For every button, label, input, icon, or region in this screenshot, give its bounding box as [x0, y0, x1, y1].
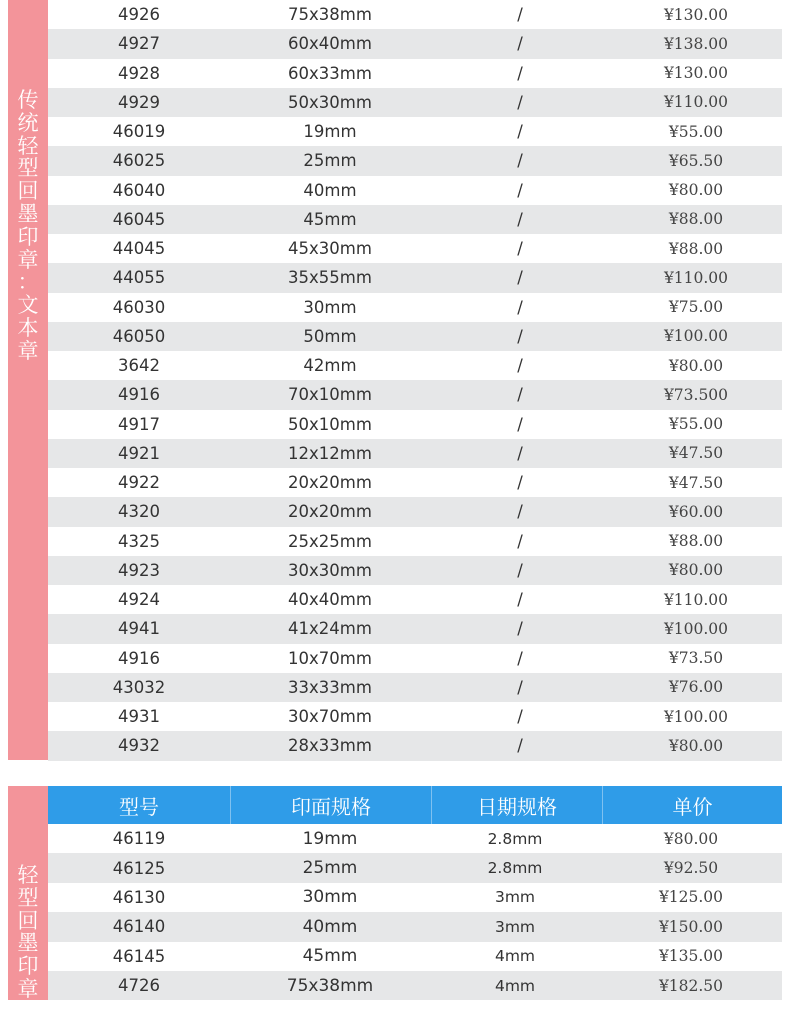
cell-date-size: /	[517, 443, 523, 463]
cell-price: ¥88.00	[668, 239, 724, 258]
cell-date-size: /	[517, 648, 523, 668]
cell-date-size: /	[517, 473, 523, 493]
cell-face-size: 42mm	[303, 356, 357, 376]
section-sidebar	[8, 0, 48, 760]
cell-price: ¥55.00	[668, 415, 724, 434]
cell-date-size: /	[517, 151, 523, 171]
table-row	[48, 234, 782, 263]
cell-face-size: 60x33mm	[288, 63, 372, 83]
cell-date-size: /	[517, 34, 523, 54]
cell-face-size: 70x10mm	[288, 385, 372, 405]
table-row	[48, 59, 782, 88]
table-row	[48, 439, 782, 468]
cell-price: ¥110.00	[663, 93, 729, 112]
table-row	[48, 468, 782, 497]
cell-date-size: 4mm	[494, 976, 536, 995]
section-sidebar-label: 传 统 轻 型 回 墨 印 章 ： 文 本 章	[17, 88, 39, 363]
cell-face-size: 40x40mm	[288, 590, 372, 610]
table-row	[48, 585, 782, 614]
price-table-section-traditional	[8, 0, 782, 760]
cell-face-size: 30x70mm	[288, 707, 372, 727]
table-row	[48, 673, 782, 702]
cell-model: 4926	[118, 5, 160, 25]
cell-face-size: 19mm	[303, 122, 357, 142]
cell-model: 44055	[112, 268, 166, 288]
cell-date-size: /	[517, 590, 523, 610]
cell-date-size: /	[517, 502, 523, 522]
table-body	[48, 824, 782, 1000]
section-sidebar-label: 轻 型 回 墨 印 章 ：	[17, 863, 39, 1024]
cell-model: 4927	[118, 34, 160, 54]
cell-date-size: /	[517, 209, 523, 229]
table-row	[48, 205, 782, 234]
cell-date-size: /	[517, 180, 523, 200]
cell-model: 46130	[112, 887, 166, 907]
cell-date-size: 3mm	[494, 917, 536, 936]
table-row	[48, 146, 782, 175]
cell-face-size: 75x38mm	[286, 975, 374, 996]
cell-price: ¥80.00	[668, 561, 724, 580]
cell-price: ¥76.00	[668, 678, 724, 697]
cell-face-size: 30mm	[302, 887, 358, 908]
table-row	[48, 731, 782, 760]
cell-price: ¥88.00	[668, 532, 724, 551]
cell-model: 46025	[112, 151, 166, 171]
cell-price: ¥150.00	[658, 917, 724, 936]
cell-model: 44045	[112, 239, 166, 259]
cell-model: 43032	[112, 677, 166, 697]
cell-model: 46145	[112, 946, 166, 966]
table-row	[48, 88, 782, 117]
table-row	[48, 176, 782, 205]
header-price: 单价	[672, 794, 713, 819]
table-row	[48, 0, 782, 29]
cell-price: ¥100.00	[663, 327, 729, 346]
price-table	[48, 786, 782, 1000]
cell-date-size: 2.8mm	[487, 859, 543, 878]
table-row	[48, 644, 782, 673]
cell-price: ¥135.00	[658, 947, 724, 966]
cell-model: 4921	[118, 443, 160, 463]
table-row	[48, 380, 782, 409]
header-face-size: 印面规格	[231, 786, 432, 824]
cell-model: 46125	[112, 858, 166, 878]
cell-price: ¥80.00	[668, 356, 724, 375]
cell-face-size: 45x30mm	[288, 239, 372, 259]
table-row	[48, 263, 782, 292]
cell-face-size: 40mm	[302, 916, 358, 937]
cell-price: ¥100.00	[663, 707, 729, 726]
table-row	[48, 853, 782, 882]
header-model: 型号	[48, 786, 231, 824]
cell-price: ¥110.00	[663, 268, 729, 287]
cell-date-size: /	[517, 326, 523, 346]
header-date-size: 日期规格	[432, 786, 603, 824]
table-row	[48, 912, 782, 941]
cell-model: 46119	[112, 829, 166, 849]
cell-price: ¥88.00	[668, 210, 724, 229]
table-row	[48, 614, 782, 643]
cell-face-size: 60x40mm	[288, 34, 372, 54]
cell-date-size: /	[517, 707, 523, 727]
cell-date-size: /	[517, 297, 523, 317]
cell-price: ¥80.00	[668, 181, 724, 200]
price-table	[48, 0, 782, 761]
cell-date-size: /	[517, 268, 523, 288]
cell-model: 46040	[112, 180, 166, 200]
table-row	[48, 702, 782, 731]
cell-face-size: 12x12mm	[288, 443, 372, 463]
cell-date-size: /	[517, 560, 523, 580]
table-row	[48, 942, 782, 971]
cell-face-size: 25x25mm	[288, 531, 372, 551]
cell-date-size: /	[517, 92, 523, 112]
cell-model: 46140	[112, 917, 166, 937]
cell-model: 4928	[118, 63, 160, 83]
cell-date-size: /	[517, 385, 523, 405]
cell-price: ¥125.00	[658, 888, 724, 907]
cell-date-size: /	[517, 122, 523, 142]
cell-price: ¥60.00	[668, 502, 724, 521]
cell-price: ¥75.00	[668, 298, 724, 317]
cell-face-size: 33x33mm	[288, 677, 372, 697]
cell-face-size: 50mm	[303, 326, 357, 346]
cell-model: 4325	[118, 531, 160, 551]
table-row	[48, 322, 782, 351]
table-row	[48, 497, 782, 526]
cell-price: ¥130.00	[663, 5, 729, 24]
cell-price: ¥92.50	[663, 859, 719, 878]
cell-face-size: 45mm	[303, 209, 357, 229]
cell-price: ¥138.00	[663, 34, 729, 53]
cell-face-size: 41x24mm	[288, 619, 372, 639]
cell-face-size: 25mm	[302, 858, 358, 879]
table-row	[48, 824, 782, 853]
table-row	[48, 293, 782, 322]
cell-price: ¥100.00	[663, 619, 729, 638]
cell-model: 4726	[118, 976, 160, 996]
cell-date-size: 2.8mm	[487, 829, 543, 848]
cell-date-size: /	[517, 356, 523, 376]
cell-model: 4941	[118, 619, 160, 639]
cell-face-size: 35x55mm	[288, 268, 372, 288]
cell-face-size: 28x33mm	[288, 736, 372, 756]
cell-face-size: 19mm	[302, 828, 358, 849]
cell-date-size: /	[517, 239, 523, 259]
table-row	[48, 883, 782, 912]
table-row	[48, 117, 782, 146]
cell-face-size: 40mm	[303, 180, 357, 200]
cell-model: 4320	[118, 502, 160, 522]
table-row	[48, 351, 782, 380]
cell-model: 4929	[118, 92, 160, 112]
cell-date-size: /	[517, 414, 523, 434]
cell-date-size: /	[517, 63, 523, 83]
cell-face-size: 20x20mm	[288, 502, 372, 522]
cell-date-size: 3mm	[494, 888, 536, 907]
cell-date-size: 4mm	[494, 947, 536, 966]
cell-model: 46019	[112, 122, 166, 142]
cell-model: 46045	[112, 209, 166, 229]
cell-date-size: /	[517, 736, 523, 756]
cell-date-size: /	[517, 531, 523, 551]
cell-price: ¥73.50	[668, 649, 724, 668]
cell-price: ¥73.500	[663, 385, 729, 404]
cell-price: ¥47.50	[668, 473, 724, 492]
cell-face-size: 25mm	[303, 151, 357, 171]
cell-price: ¥130.00	[663, 64, 729, 83]
section-sidebar	[8, 786, 48, 1024]
cell-price: ¥65.50	[668, 151, 724, 170]
table-row	[48, 556, 782, 585]
cell-face-size: 75x38mm	[288, 5, 372, 25]
cell-face-size: 50x30mm	[288, 92, 372, 112]
cell-face-size: 50x10mm	[288, 414, 372, 434]
table-row	[48, 29, 782, 58]
table-row	[48, 971, 782, 1000]
cell-date-size: /	[517, 5, 523, 25]
cell-model: 4924	[118, 590, 160, 610]
cell-model: 4917	[118, 414, 160, 434]
cell-model: 3642	[118, 356, 160, 376]
cell-model: 4932	[118, 736, 160, 756]
cell-date-size: /	[517, 677, 523, 697]
cell-face-size: 30mm	[303, 297, 357, 317]
cell-price: ¥182.50	[658, 976, 724, 995]
cell-date-size: /	[517, 619, 523, 639]
cell-price: ¥80.00	[668, 736, 724, 755]
table-header	[48, 786, 782, 824]
cell-price: ¥110.00	[663, 590, 729, 609]
cell-model: 4922	[118, 473, 160, 493]
table-row	[48, 527, 782, 556]
cell-price: ¥55.00	[668, 122, 724, 141]
cell-model: 4916	[118, 385, 160, 405]
price-table-section-dater	[8, 786, 782, 1024]
cell-face-size: 45mm	[302, 946, 358, 967]
cell-model: 46030	[112, 297, 166, 317]
cell-model: 4916	[118, 648, 160, 668]
cell-face-size: 10x70mm	[288, 648, 372, 668]
cell-price: ¥47.50	[668, 444, 724, 463]
cell-face-size: 30x30mm	[288, 560, 372, 580]
cell-model: 46050	[112, 326, 166, 346]
table-row	[48, 410, 782, 439]
cell-model: 4923	[118, 560, 160, 580]
cell-price: ¥80.00	[663, 829, 719, 848]
cell-model: 4931	[118, 707, 160, 727]
cell-face-size: 20x20mm	[288, 473, 372, 493]
